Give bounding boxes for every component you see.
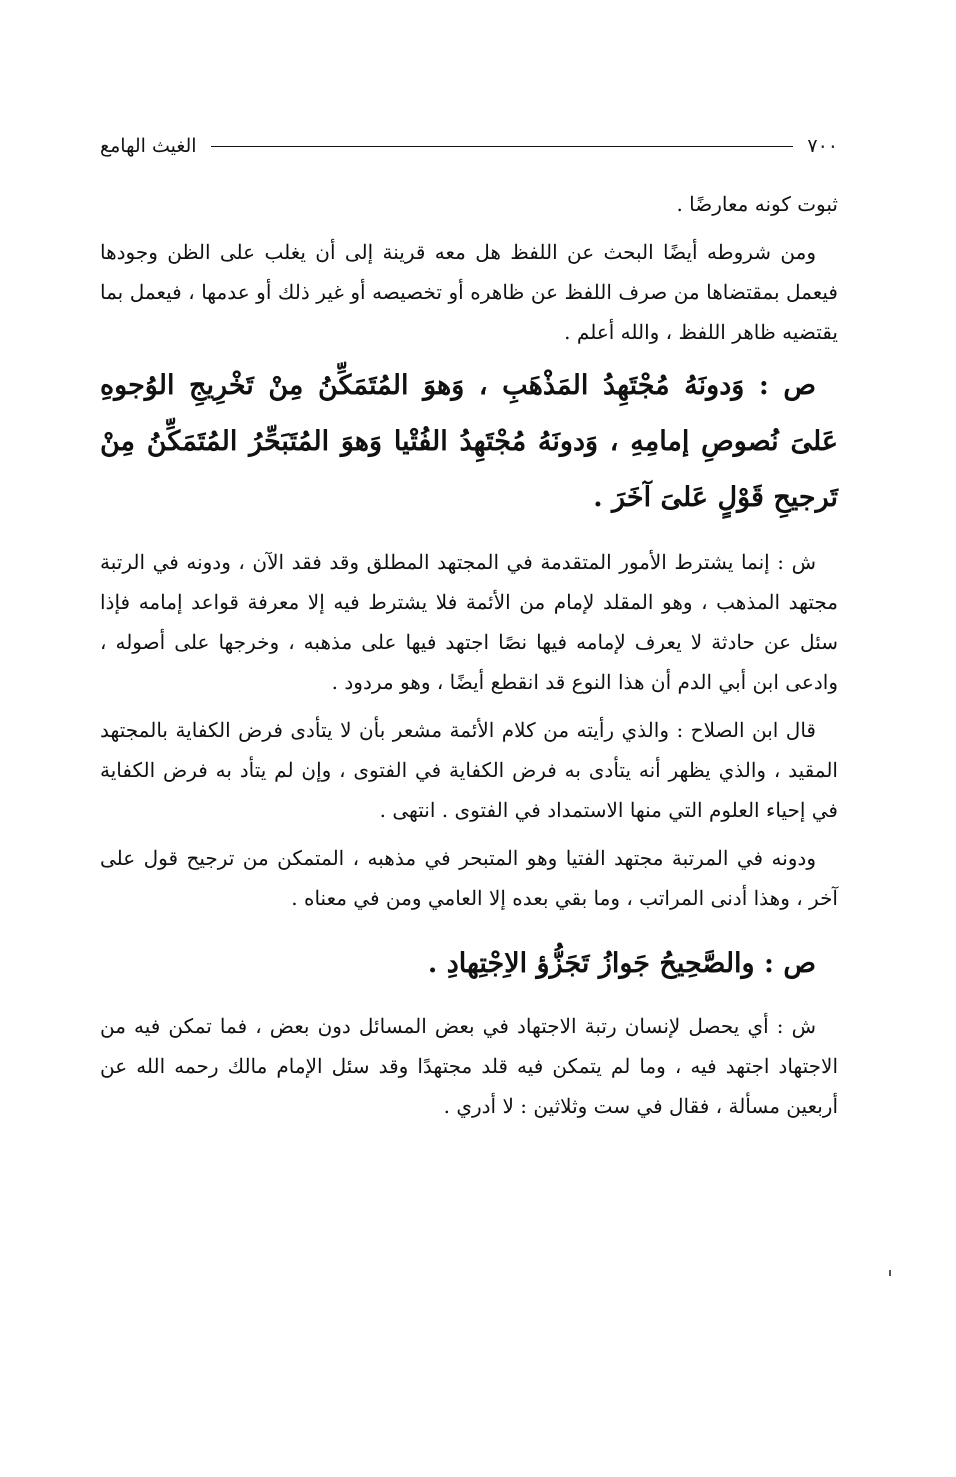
sharh-paragraph-ibn-salah: قال ابن الصلاح : والذي رأيته من كلام الأئمة مشعر بأن لا يتأدى فرض الكفاية بالمجتهد المقيد ، والذي يظهر أنه يتأدى به فرض الكفاية في الفتوى ، وإن لم يتأد به فرض الكفاية في إحياء العلوم التي منها الاستمداد في الفتوى . انتهى . — [100, 718, 838, 822]
matn-text-mujtahid-levels: ص : وَدونَهُ مُجْتَهِدُ المَذْهَبِ ، وَهوَ المُتَمَكِّنُ مِنْ تَخْرِيجِ الوُجوهِ عَلىَ نُصوصِ إمامِهِ ، وَدونَهُ مُجْتَهِدُ الفُتْيا وَهوَ المُتَبَحِّرُ المُتَمَكِّنُ مِنْ تَرجيحِ قَوْلٍ عَلىَ آخَرَ . — [100, 370, 838, 513]
page-number: ٧٠٠ — [807, 135, 838, 157]
sharh-paragraph-1: ش : إنما يشترط الأمور المتقدمة في المجتهد المطلق وقد فقد الآن ، ودونه في الرتبة مجتهد المذهب ، وهو المقلد لإمام من الأئمة فلا يشترط فيه إلا معرفة قواعد إمامه فإذا سئل عن حادثة لا يعرف لإمامه فيها نصًا اجتهد فيها على مذهبه ، وخرجها على أصوله ، وادعى ابن أبي الدم أن هذا النوع قد انقطع أيضًا ، وهو مردود . — [100, 550, 838, 694]
matn-text-tajazzu: ص : والصَّحِيحُ جَوازُ تَجَزُّؤ الاِجْتِهادِ . — [427, 948, 816, 979]
paragraph-conditions: ومن شروطه أيضًا البحث عن اللفظ هل معه قرينة إلى أن يغلب على الظن وجودها فيعمل بمقتضاها من صرف اللفظ عن ظاهره أو تخصيصه أو غير ذلك أو عدمها ، فيعمل بما يقتضيه ظاهر اللفظ ، والله أعلم . — [100, 240, 838, 344]
book-title: الغيث الهامع — [100, 135, 197, 157]
header-rule — [211, 146, 794, 147]
sharh-paragraph-mujtahid-fatwa: ودونه في المرتبة مجتهد الفتيا وهو المتبحر في مذهبه ، المتمكن من ترجيح قول على آخر ، وهذا أدنى المراتب ، وما بقي بعده إلا العامي ومن في معناه . — [100, 846, 838, 910]
sharh-paragraph-tajazzu: ش : أي يحصل لإنسان رتبة الاجتهاد في بعض المسائل دون بعض ، فما تمكن فيه من الاجتهاد اجتهد فيه ، وما لم يتمكن فيه قلد مجتهدًا وقد سئل الإمام مالك رحمه الله عن أربعين مسألة ، فقال في ست وثلاثين : لا أدري . — [100, 1014, 838, 1118]
page — [100, 128, 838, 1126]
paragraph-continuation: ثبوت كونه معارضًا . — [676, 192, 838, 216]
running-header — [100, 128, 838, 164]
stray-mark — [889, 1270, 891, 1276]
